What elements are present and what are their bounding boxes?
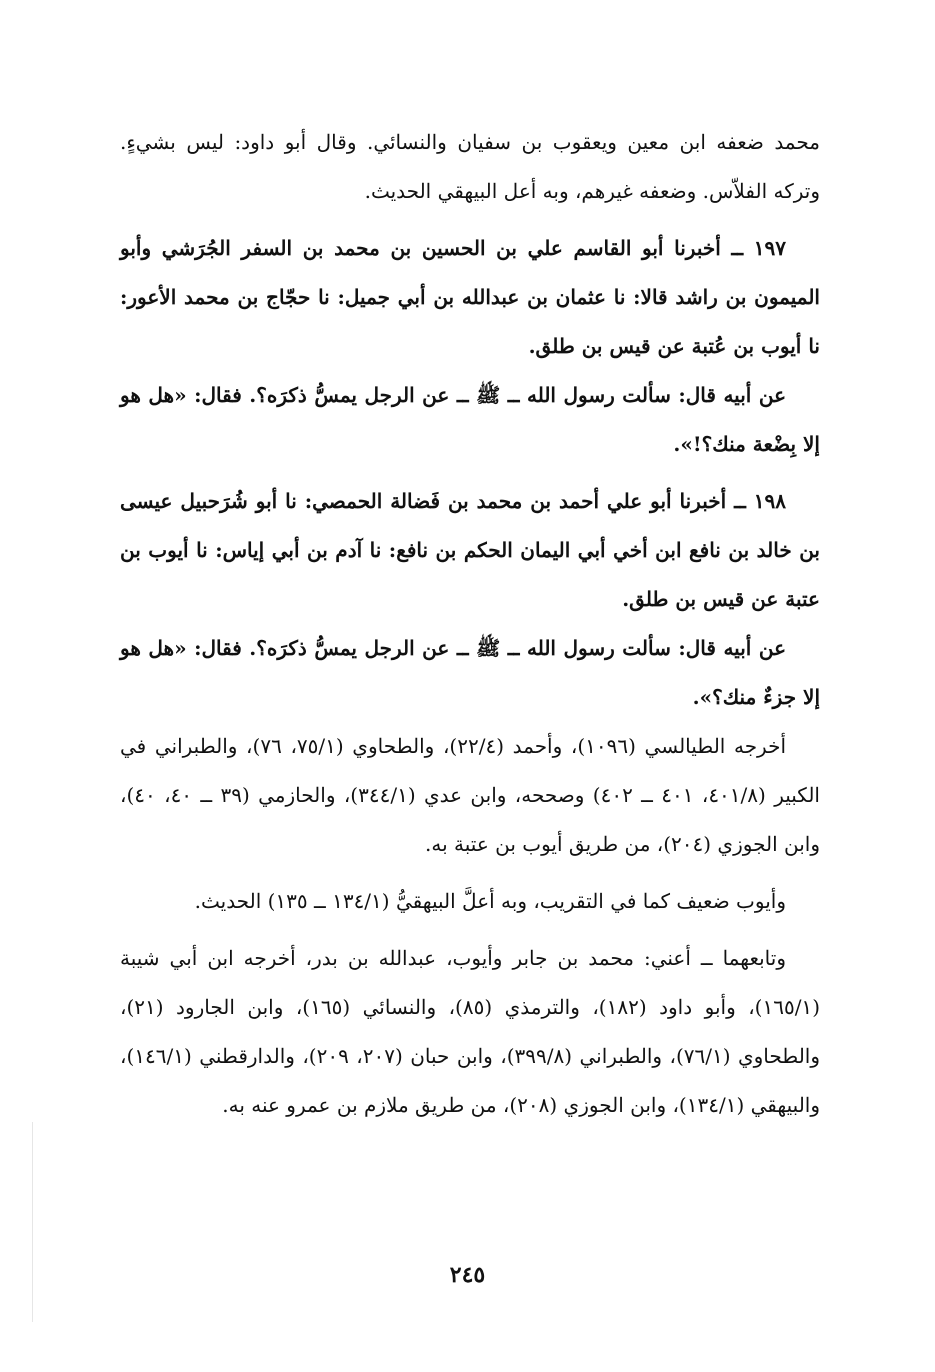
scan-margin-line [32, 1122, 33, 1322]
page-number: ٢٤٥ [449, 1262, 486, 1288]
page-body [120, 118, 820, 1130]
grading-paragraph: وأيوب ضعيف كما في التقريب، وبه أعلَّ البيهقيُّ (١٣٤/١ ــ ١٣٥) الحديث. [194, 889, 786, 913]
hadith-197-isnad: ١٩٧ ــ أخبرنا أبو القاسم علي بن الحسين بن محمد بن السفر الجُرَشي وأبو الميمون بن راشد قالا: نا عثمان بن عبدالله بن أبي جميل: نا حجّاج بن محمد الأعور: نا أيوب بن عُتبة عن قيس بن طلق. [120, 236, 820, 358]
takhrij-paragraph: أخرجه الطيالسي (١٠٩٦)، وأحمد (٢٢/٤)، والطحاوي (٧٥/١، ٧٦)، والطبراني في الكبير (٤٠١/٨، ٤٠١ ــ ٤٠٢) وصححه، وابن عدي (٣٤٤/١)، والحازمي (٣٩ ــ ٤٠، ٤٠)، وابن الجوزي (٢٠٤)، من طريق أيوب بن عتبة به. [120, 734, 820, 856]
hadith-198-matn: عن أبيه قال: سألت رسول الله ــ ﷺ ــ عن الرجل يمسُّ ذكرَه؟. فقال: «هل هو إلا جزءٌ منك؟». [120, 636, 820, 709]
mutaba-paragraph: وتابعهما ــ أعني: محمد بن جابر وأيوب، عبدالله بن بدر، أخرجه ابن أبي شيبة (١٦٥/١)، وأبو داود (١٨٢)، والترمذي (٨٥)، والنسائي (١٦٥)، وابن الجارود (٢١)، والطحاوي (٧٦/١)، والطبراني (٣٩٩/٨)، وابن حبان (٢٠٧، ٢٠٩)، والدارقطني (١٤٦/١)، والبيهقي (١٣٤/١)، وابن الجوزي (٢٠٨)، من طريق ملازم بن عمرو عنه به. [120, 946, 821, 1117]
hadith-198-isnad: ١٩٨ ــ أخبرنا أبو علي أحمد بن محمد بن فَضالة الحمصي: نا أبو شُرَحبيل عيسى بن خالد بن نافع ابن أخي أبي اليمان الحكم بن نافع: نا آدم بن أبي إياس: نا أيوب بن عتبة عن قيس بن طلق. [120, 489, 820, 611]
paragraph-continuation: محمد ضعفه ابن معين ويعقوب بن سفيان والنسائي. وقال أبو داود: ليس بشيءٍ. وتركه الفلاّس. وضعفه غيرهم، وبه أعل البيهقي الحديث. [120, 130, 820, 203]
hadith-197-matn: عن أبيه قال: سألت رسول الله ــ ﷺ ــ عن الرجل يمسُّ ذكرَه؟. فقال: «هل هو إلا بِضْعة منك؟!». [120, 383, 820, 456]
